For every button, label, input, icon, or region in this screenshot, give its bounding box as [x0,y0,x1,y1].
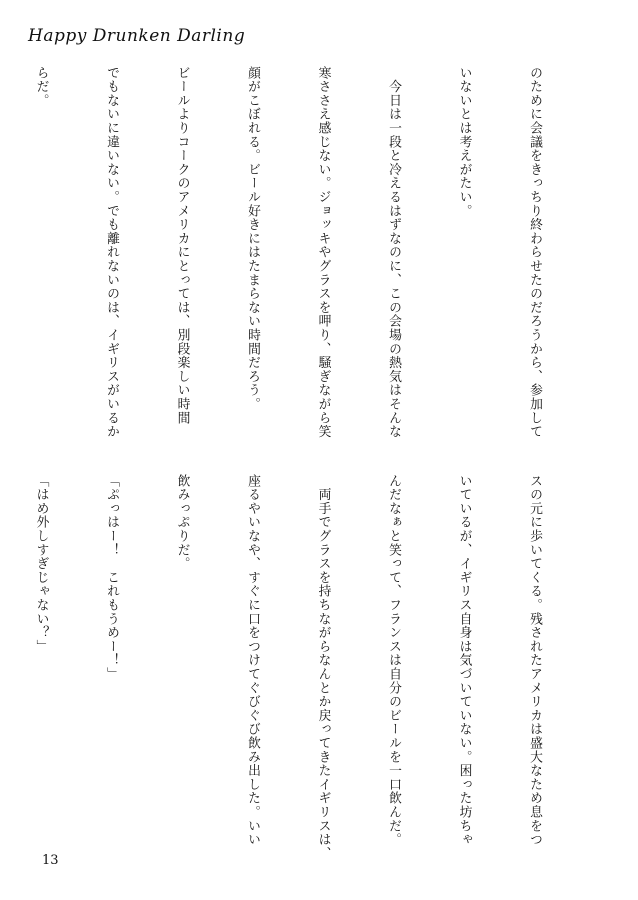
text-line: 「ぷっはー！ これもうめー！」 [104,474,119,681]
page-number: 13 [42,853,59,868]
text-line: いているが、イギリス自身は気づいていない。困った坊ちゃ [456,474,472,847]
text-line: スの元に歩いてくる。残されたアメリカは盛大なため息をつ [527,474,542,847]
text-line: らだ。 [33,66,49,108]
text-line: いないとは考えがたい。 [456,66,472,218]
text-line: んだなぁと笑って、フランスは自分のビールを一口飲んだ。 [386,474,401,847]
upper-text-block [33,66,593,439]
text-line: 今日は一段と冷えるはずなのに、この会場の熱気はそんな [386,66,401,439]
text-line: のために会議をきっちり終わらせたのだろうから、参加して [527,66,542,439]
text-line: でもないに違いない。でも離れないのは、イギリスがいるか [104,66,119,439]
text-line: 寒ささえ感じない。ジョッキやグラスを呷り、騒ぎながら笑 [315,66,331,439]
text-line: 顔がこぼれる。ビール好きにはたまらない時間だろう。 [245,66,260,411]
text-line: 両手でグラスを持ちながらなんとか戻ってきたイギリスは、 [315,474,331,861]
text-line: 飲みっぷりだ。 [174,474,190,571]
text-line: 「はめ外しすぎじゃない？」 [33,474,49,654]
text-line: 座るやいなや、すぐに口をつけてぐびぐび飲み出した。いい [245,474,260,847]
text-line: ビールよりコークのアメリカにとっては、別段楽しい時間 [174,66,190,425]
running-header-title: Happy Drunken Darling [28,26,246,46]
